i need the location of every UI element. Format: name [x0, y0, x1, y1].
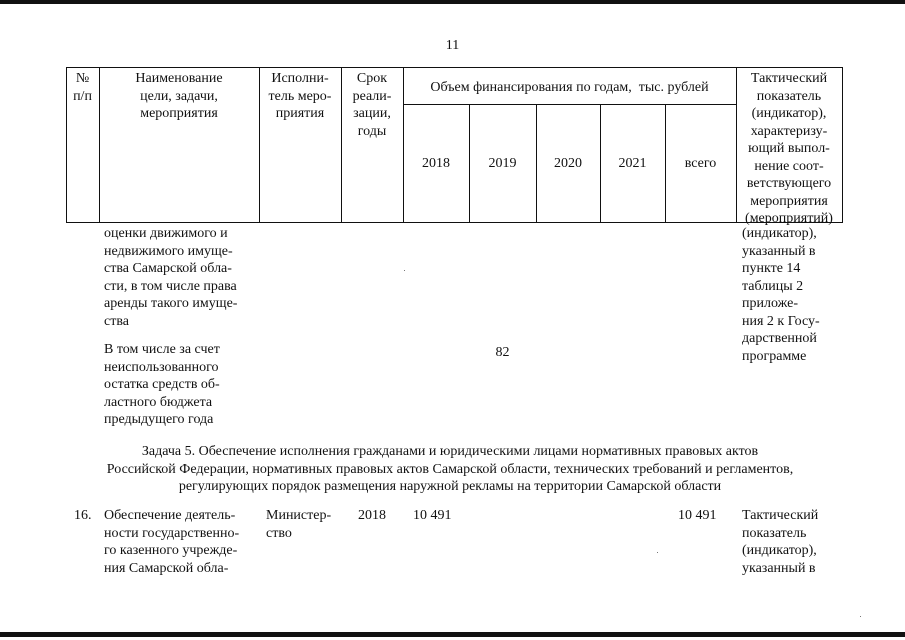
header-indicator-line: Тактический: [750, 71, 828, 86]
header-indicator-line: мероприятия: [750, 193, 828, 209]
header-executor: [259, 70, 341, 123]
row16-2018-value: 10 491: [413, 508, 452, 523]
continuation-indicator: [742, 225, 842, 365]
continuation-indicator-line: приложе-: [742, 296, 798, 311]
table-header-bottom-line: [66, 222, 843, 223]
header-num: [66, 70, 99, 105]
task-heading-line: Российской Федерации, нормативных правовых актов Самарской области, технических требований и регламентов,: [106, 461, 794, 477]
continuation-indicator-line: указанный в: [742, 243, 816, 259]
row16-executor-line: ство: [266, 525, 292, 541]
row16-indicator-line: указанный в: [742, 560, 816, 576]
scan-speck: [860, 616, 861, 617]
row16-total-value: 10 491: [678, 508, 717, 523]
header-year-2020: 2020: [554, 156, 582, 171]
sub-row-name-line: В том числе за счет: [104, 342, 220, 357]
header-indicator-line: нение соот-: [754, 158, 824, 174]
continuation-name-line: ства Самарской обла-: [104, 261, 232, 276]
header-term-line: зации,: [353, 106, 391, 121]
header-name: [99, 70, 259, 123]
continuation-name-line: ства: [104, 313, 129, 329]
header-indicator-line: показатель: [756, 88, 822, 104]
top-border: [0, 0, 905, 4]
header-year-total: всего: [684, 156, 717, 171]
table-right-line: [842, 67, 843, 223]
header-executor-line: Исполни-: [271, 71, 329, 86]
header-num-line: п/п: [73, 88, 92, 104]
header-name-line: Наименование: [135, 71, 223, 86]
bottom-border: [0, 632, 905, 637]
continuation-indicator-line: ния 2 к Госу-: [742, 313, 820, 329]
funding-divider-line: [403, 104, 736, 105]
scan-speck: [404, 270, 405, 271]
sub-row-name-line: неиспользованного: [104, 359, 219, 375]
header-indicator-line: характеризу-: [750, 123, 828, 139]
row16-name: [104, 507, 259, 577]
continuation-name-line: аренды такого имуще-: [104, 296, 238, 311]
header-indicator: [736, 70, 842, 228]
row16-executor-line: Министер-: [266, 508, 332, 523]
header-name-line: мероприятия: [140, 106, 218, 121]
task-heading-line: Задача 5. Обеспечение исполнения гражданами и юридическими лицами нормативных правовых актов: [141, 444, 759, 459]
header-year-2018: 2018: [422, 156, 450, 171]
header-term-line: Срок: [356, 71, 388, 86]
row16-name-line: ности государственно-: [104, 525, 240, 541]
row16-indicator-line: (индикатор),: [742, 543, 817, 558]
task-heading-line: регулирующих порядок размещения наружной рекламы на территории Самарской области: [178, 479, 722, 494]
row16-indicator-line: Тактический: [742, 508, 819, 523]
header-term-line: годы: [357, 123, 387, 139]
header-executor-line: тель меро-: [268, 88, 332, 104]
continuation-name-line: оценки движимого и: [104, 226, 228, 241]
header-num-line: №: [75, 71, 90, 86]
row16-executor: [266, 507, 341, 542]
header-term-line: реали-: [352, 88, 392, 104]
row16-term: 2018: [358, 508, 386, 523]
sub-row-2019-value: 82: [495, 345, 510, 360]
continuation-indicator-line: (индикатор),: [742, 226, 817, 241]
continuation-name-line: сти, в том числе права: [104, 278, 237, 294]
continuation-indicator-line: таблицы 2: [742, 278, 804, 294]
continuation-name-line: недвижимого имуще-: [104, 243, 233, 259]
row16-indicator: [742, 507, 842, 577]
sub-row-name-line: остатка средств об-: [104, 377, 220, 392]
task-heading: [40, 443, 860, 496]
sub-row-name-line: ластного бюджета: [104, 394, 213, 410]
row16-name-line: ния Самарской обла-: [104, 560, 229, 576]
header-indicator-line: (индикатор),: [751, 106, 827, 121]
sub-row-name: [104, 341, 259, 429]
header-year-2021: 2021: [618, 156, 647, 171]
header-name-line: цели, задачи,: [140, 88, 218, 104]
header-executor-line: приятия: [275, 106, 325, 121]
row16-name-line: Обеспечение деятель-: [104, 508, 236, 523]
row16-num: 16.: [74, 508, 92, 523]
header-indicator-line: (мероприятий): [745, 211, 833, 226]
row16-indicator-line: показатель: [742, 525, 807, 541]
row16-name-line: го казенного учрежде-: [104, 543, 238, 558]
scan-speck: [657, 552, 658, 553]
header-indicator-line: ветствующего: [746, 176, 832, 191]
continuation-indicator-line: дарственной: [742, 331, 817, 346]
page-number: 11: [445, 38, 460, 53]
table-top-line: [66, 67, 843, 68]
sub-row-name-line: предыдущего года: [104, 412, 214, 427]
header-funding: Объем финансирования по годам, тыс. рублей: [430, 80, 709, 95]
header-year-2019: 2019: [488, 156, 517, 171]
continuation-indicator-line: пункте 14: [742, 261, 801, 276]
header-term: [341, 70, 403, 140]
continuation-name: [104, 225, 259, 330]
header-indicator-line: ющий выпол-: [748, 141, 830, 156]
continuation-indicator-line: программе: [742, 348, 807, 364]
